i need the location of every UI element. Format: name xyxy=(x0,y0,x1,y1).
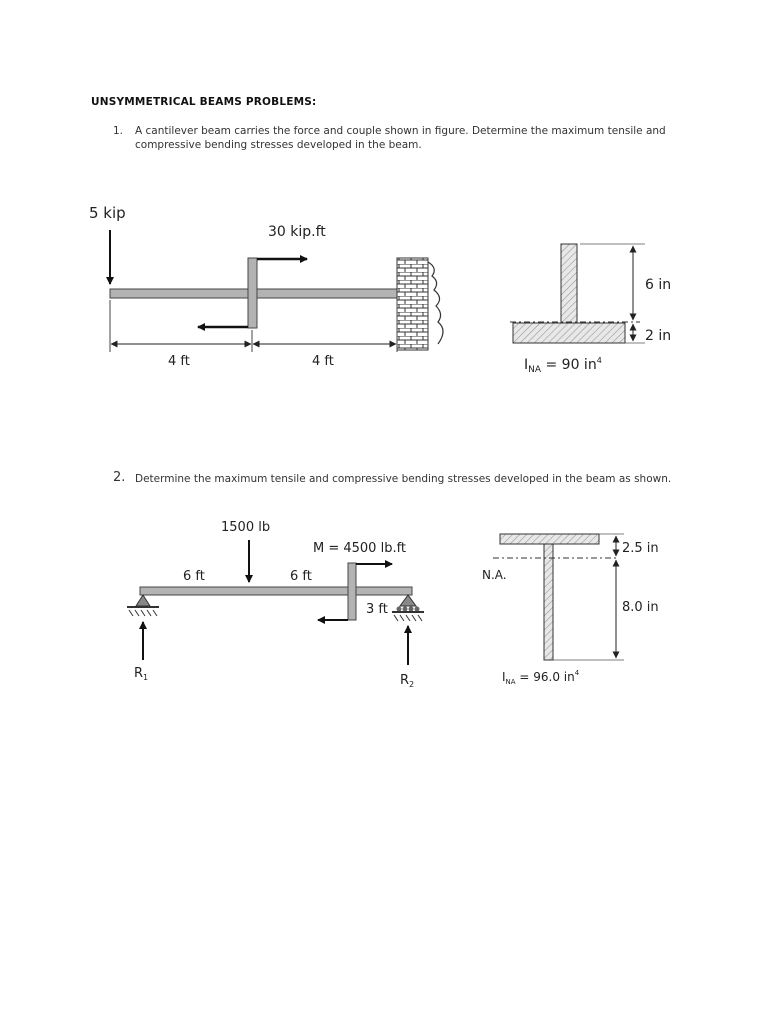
roller xyxy=(409,607,414,612)
dim-bottom-label: 2 in xyxy=(645,328,672,344)
load-label: 1500 lb xyxy=(221,520,271,535)
roller xyxy=(403,607,408,612)
simple-beam xyxy=(140,587,412,595)
r2-label: $R_2$ xyxy=(400,673,415,689)
page-title: UNSYMMETRICAL BEAMS PROBLEMS: xyxy=(91,96,317,108)
moment-label: M = 4500 lb.ft xyxy=(313,541,407,556)
roller-support xyxy=(400,595,416,606)
span1-label: 4 ft xyxy=(168,354,190,369)
dim-bottom-label: 8.0 in xyxy=(622,600,659,615)
figure-2-beam xyxy=(127,520,424,689)
couple-bracket xyxy=(248,258,257,328)
moment-bracket xyxy=(348,563,356,620)
problem-statement: A cantilever beam carries the force and couple shown in figure. Determine the maximum tensile and compressive bending stresses developed in the beam. xyxy=(135,125,666,151)
ground-hatch xyxy=(129,610,157,616)
section-flange xyxy=(513,323,625,343)
wall-break-line xyxy=(428,262,443,344)
dim-top-label: 2.5 in xyxy=(622,541,659,556)
r1-label: $R_1$ xyxy=(134,666,149,682)
moment-of-inertia-label: $I_{NA} = 90$ $in^4$ xyxy=(524,356,602,375)
couple-label: 30 kip.ft xyxy=(268,224,326,240)
force-label: 5 kip xyxy=(89,204,126,222)
neutral-axis-label: N.A. xyxy=(482,568,507,582)
problem-number: 2. xyxy=(113,470,126,485)
figure-1-section xyxy=(510,244,671,375)
ground-hatch xyxy=(394,615,422,621)
figure-2-section xyxy=(482,534,659,686)
moment-of-inertia-label: $I_{NA} = 96.0$ $in^4$ xyxy=(502,669,580,686)
dim-top-label: 6 in xyxy=(645,277,672,293)
roller xyxy=(397,607,402,612)
span1-label: 6 ft xyxy=(183,569,205,584)
problem-statement: Determine the maximum tensile and compressive bending stresses developed in the beam as shown. xyxy=(135,473,672,485)
figure-1-beam xyxy=(89,204,443,369)
section-web xyxy=(544,544,553,660)
section-flange xyxy=(500,534,599,544)
offset-label: 3 ft xyxy=(366,602,388,617)
roller xyxy=(415,607,420,612)
span2-label: 4 ft xyxy=(312,354,334,369)
span2-label: 6 ft xyxy=(290,569,312,584)
section-web xyxy=(561,244,577,323)
fixed-wall xyxy=(397,258,428,350)
problem-number: 1. xyxy=(113,125,124,137)
pin-support xyxy=(136,595,150,606)
